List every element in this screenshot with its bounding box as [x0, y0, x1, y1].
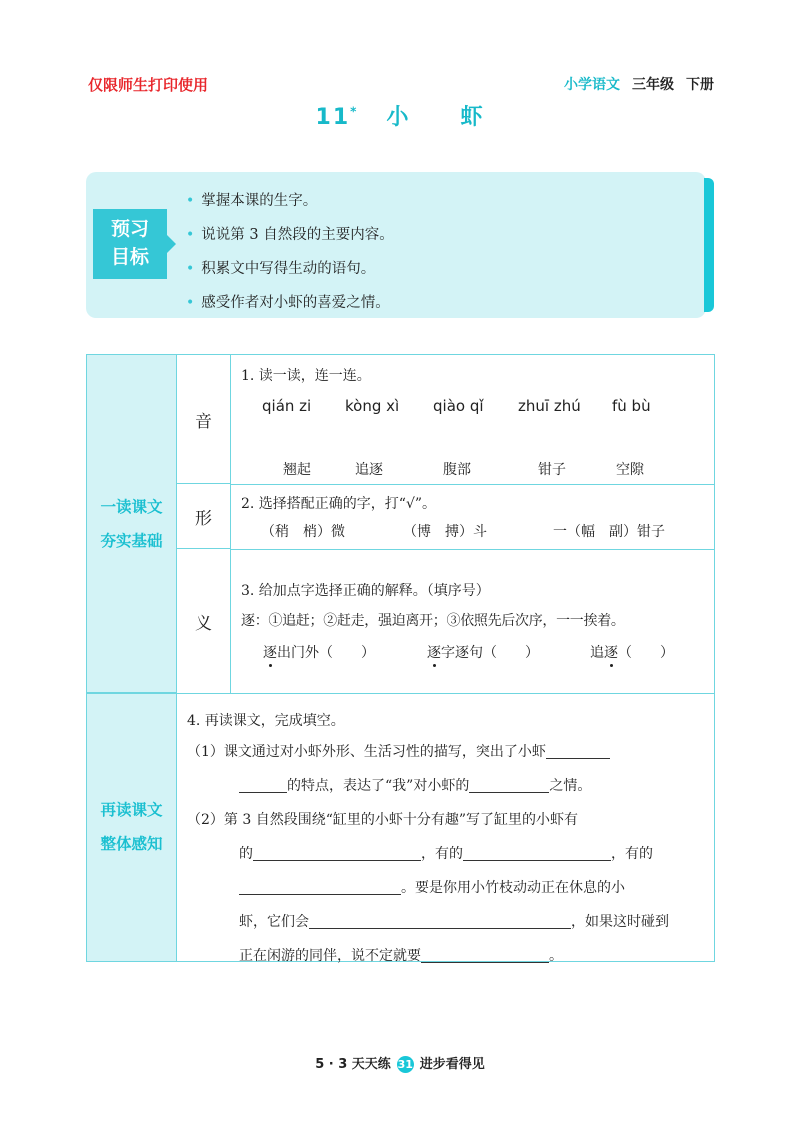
print-notice: 仅限师生打印使用 [88, 76, 209, 94]
q3-phrase[interactable]: 追逐（ ） [590, 645, 674, 661]
blank-field[interactable] [309, 912, 571, 929]
lesson-char-2: 虾 [460, 105, 485, 130]
preview-goals-box [86, 172, 706, 318]
blank-field[interactable] [239, 878, 401, 895]
divider [87, 693, 714, 694]
pinyin-item[interactable]: qiào qǐ [433, 397, 484, 415]
blank-field[interactable] [546, 742, 610, 759]
q3-prompt: 3. 给加点字选择正确的解释。（填序号） [241, 583, 490, 599]
lesson-mark: * [350, 104, 359, 119]
q4-prompt: 4. 再读课文，完成填空。 [187, 713, 345, 729]
book-info [564, 74, 714, 94]
preview-label-line1: 预习 [110, 218, 149, 240]
word-item[interactable]: 钳子 [538, 462, 566, 478]
preview-label-line2: 目标 [110, 246, 149, 268]
bullet-icon: • [186, 193, 195, 209]
goal-item: • 说说第 3 自然段的主要内容。 [186, 227, 394, 243]
section2-title: 再读课文 整体感知 [87, 693, 177, 961]
volume: 下册 [686, 77, 714, 93]
q2-prompt: 2. 选择搭配正确的字，打“√”。 [241, 496, 437, 512]
subject: 小学语文 [564, 77, 620, 93]
divider [231, 549, 714, 550]
word-item[interactable]: 腹部 [443, 462, 471, 478]
exercise-table [86, 354, 715, 962]
page-number: 31 [397, 1058, 413, 1071]
choice-option[interactable]: 一（幅 副）钳子 [553, 524, 665, 540]
lesson-char-1: 小 [386, 105, 411, 130]
pinyin-item[interactable]: qián zi [262, 397, 312, 415]
q3-definition: 逐：①追赶；②赶走，强迫离开；③依照先后次序，一一挨着。 [241, 613, 625, 629]
blank-field[interactable] [253, 844, 421, 861]
word-item[interactable]: 翘起 [283, 462, 311, 478]
lesson-number: 11 [315, 105, 351, 130]
q3-phrase[interactable]: 逐出门外（ ） [263, 645, 375, 661]
pinyin-item[interactable]: zhuī zhú [518, 397, 581, 415]
pinyin-item[interactable]: kòng xì [345, 397, 400, 415]
footer-brand: 5 · 3 天天练 [315, 1057, 391, 1072]
blank-field[interactable] [421, 946, 549, 963]
grade: 三年级 [632, 77, 674, 93]
q4-part1: （1）课文通过对小虾外形、生活习性的描写，突出了小虾 的特点，表达了“我”对小虾的 之情。 [187, 735, 709, 803]
preview-tab-decoration [704, 178, 714, 312]
word-item[interactable]: 追逐 [355, 462, 383, 478]
q4-part2: （2）第 3 自然段围绕“缸里的小虾十分有趣”写了缸里的小虾有 的 ，有的 ，有的 。要是你用小竹枝动动正在休息的小 虾，它们会 ，如果这时碰到 正在闲游的同伴，说不定就要 。 [187, 812, 669, 964]
q1-prompt: 1. 读一读，连一连。 [241, 368, 371, 384]
section1-title: 一读课文 夯实基础 [87, 355, 177, 693]
preview-label [93, 209, 167, 279]
choice-option[interactable]: （稍 梢）微 [261, 524, 345, 540]
goal-item: • 感受作者对小虾的喜爱之情。 [186, 295, 390, 311]
bullet-icon: • [186, 261, 195, 277]
choice-option[interactable]: （博 搏）斗 [403, 524, 487, 540]
bullet-icon: • [186, 227, 195, 243]
footer-slogan: 进步看得见 [419, 1057, 485, 1072]
goal-item: • 掌握本课的生字。 [186, 193, 318, 209]
q3-phrase[interactable]: 逐字逐句（ ） [427, 645, 539, 661]
lesson-title [0, 100, 800, 131]
row-label-shape: 形 [177, 484, 231, 549]
pinyin-item[interactable]: fù bù [612, 397, 651, 415]
goal-list [186, 184, 394, 320]
word-item[interactable]: 空隙 [616, 462, 644, 478]
page-footer [0, 1053, 800, 1073]
row-label-sound: 音 [177, 355, 231, 484]
row-label-meaning: 义 [177, 549, 231, 693]
divider [231, 484, 714, 485]
bullet-icon: • [186, 295, 195, 311]
blank-field[interactable] [239, 776, 287, 793]
blank-field[interactable] [463, 844, 611, 861]
goal-item: • 积累文中写得生动的语句。 [186, 261, 376, 277]
blank-field[interactable] [469, 776, 549, 793]
